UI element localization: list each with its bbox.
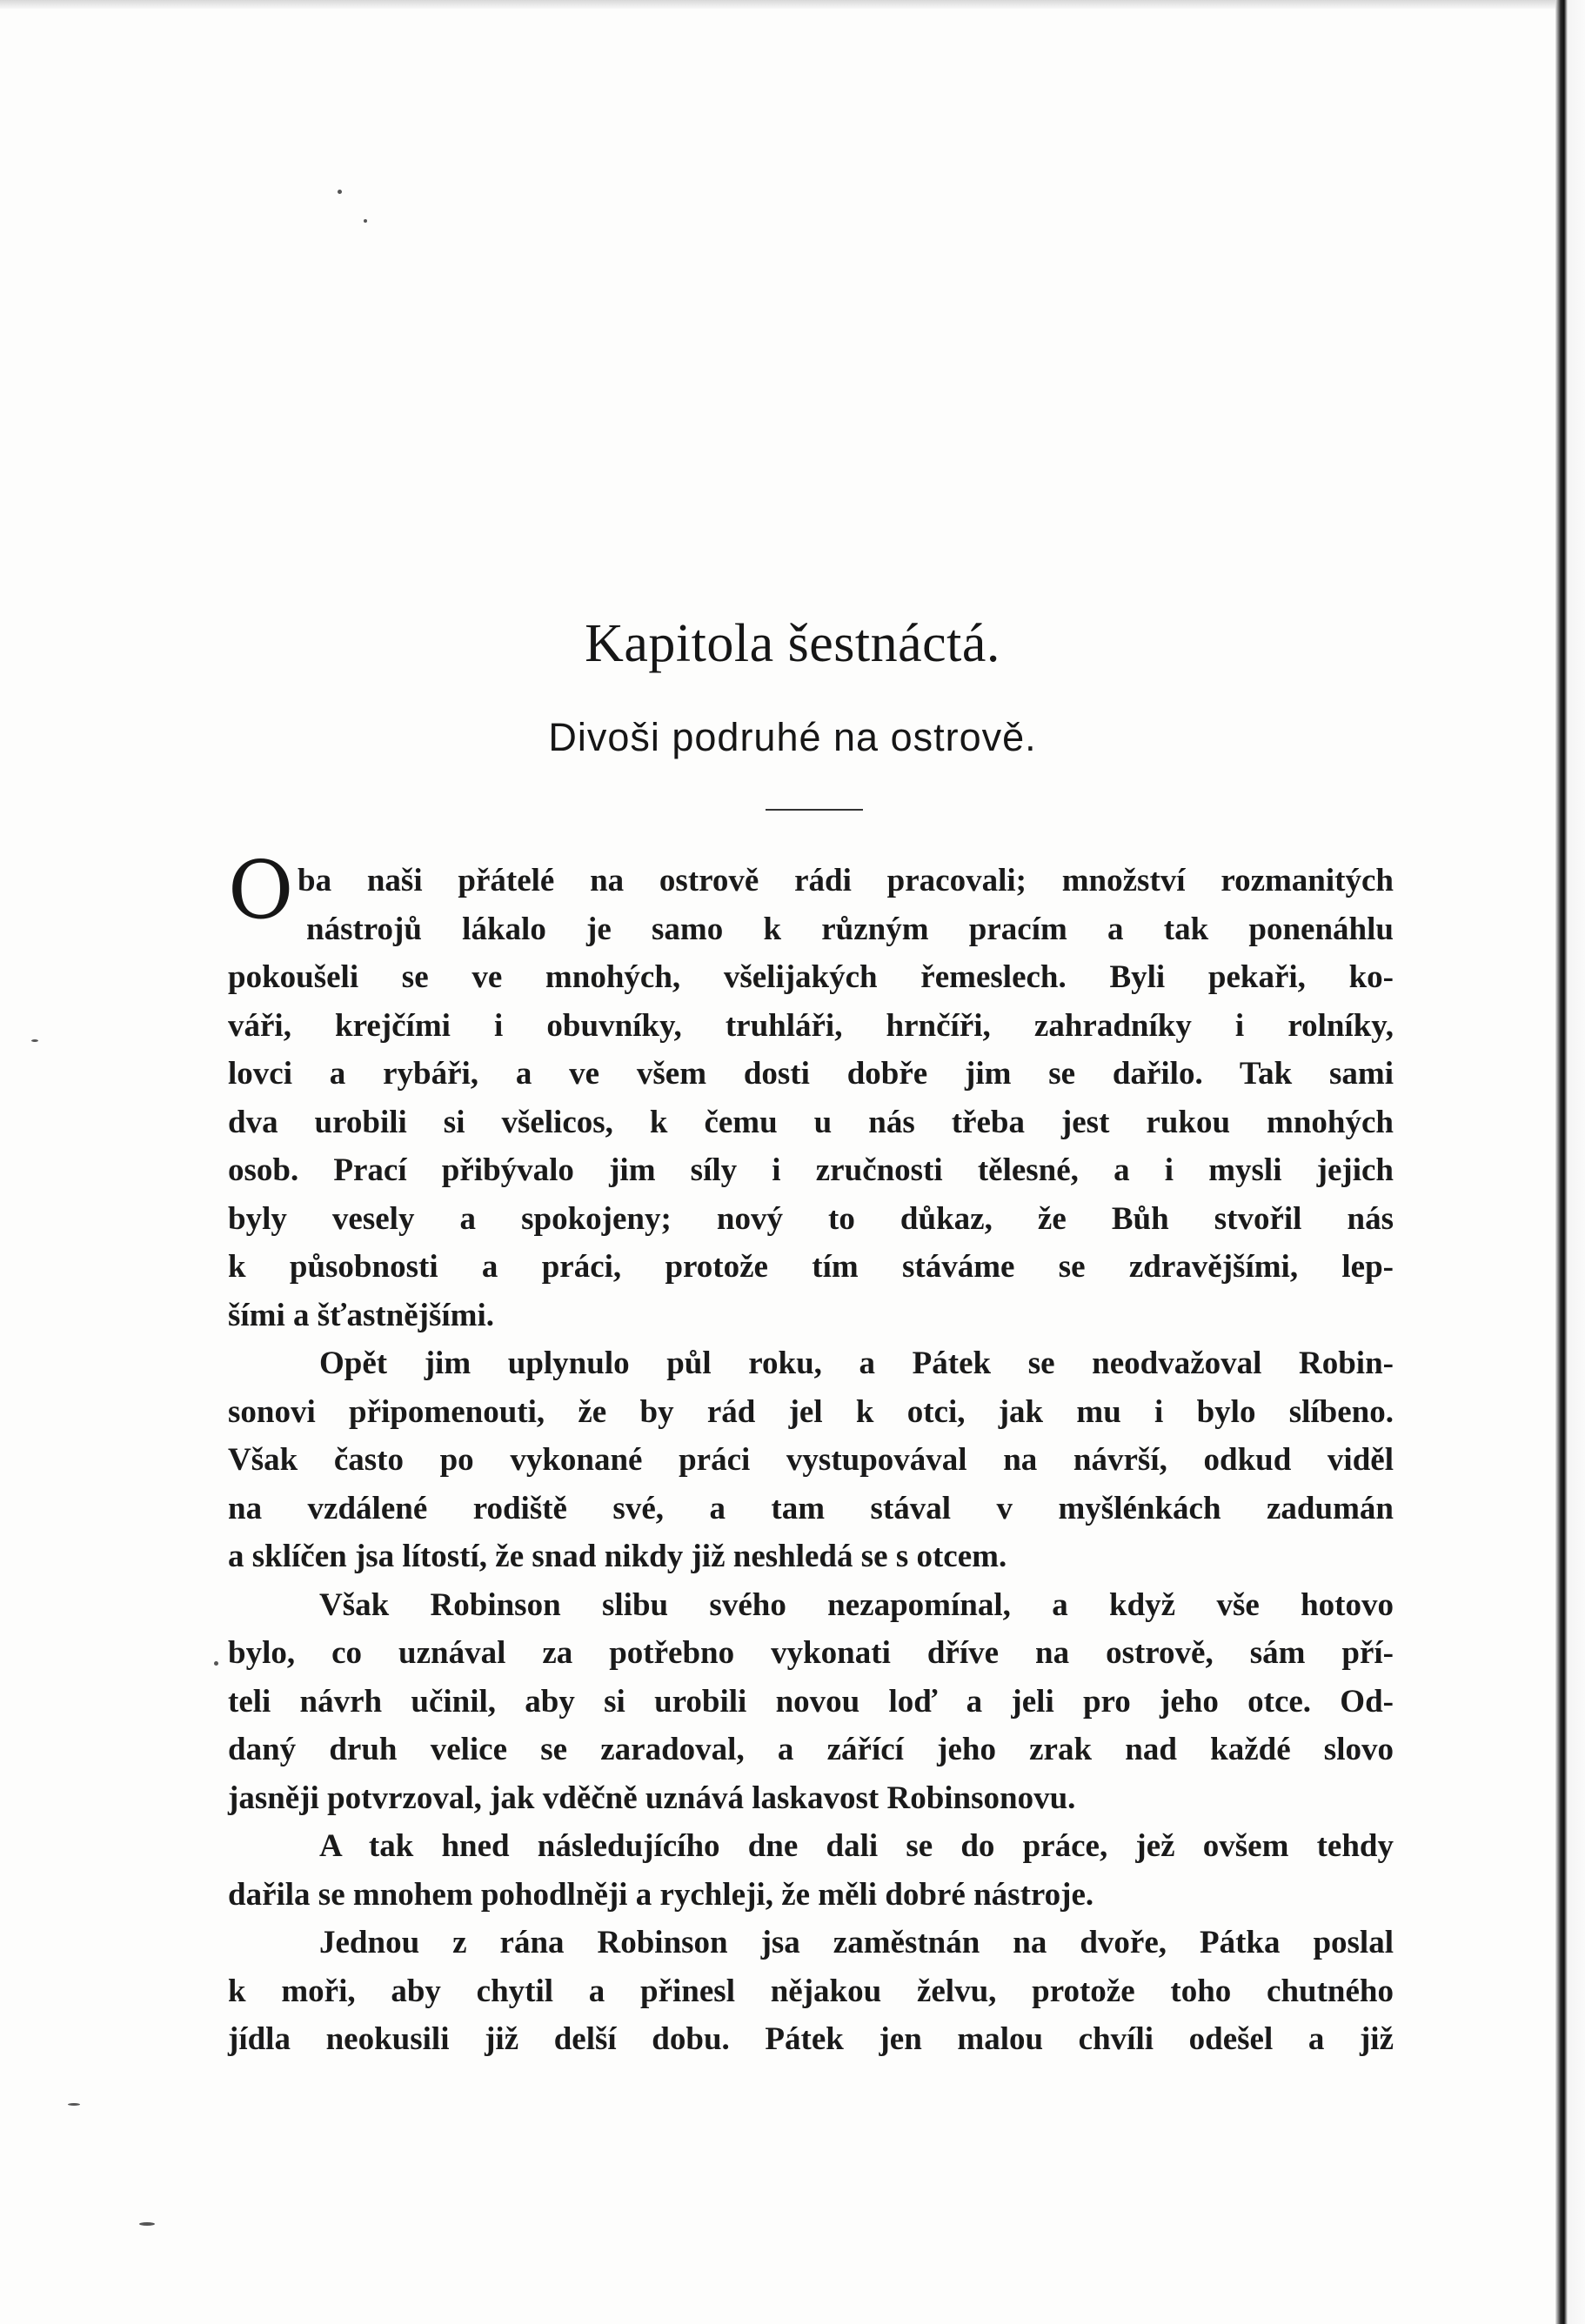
drop-cap: O (228, 844, 294, 937)
chapter-title: Kapitola šestnáctá. (585, 614, 1000, 673)
text-line: daný druh velice se zaradoval, a zářící jeho zrak nad každé slovo (228, 1732, 1394, 1767)
text-line: osob. Prací přibývalo jim síly i zručnosti tělesné, a i mysli jejich (228, 1152, 1394, 1188)
text-line: jídla neokusili již delší dobu. Pátek jen malou chvíli odešel a již (228, 2021, 1394, 2057)
text-line: váři, krejčími i obuvníky, truhláři, hrnčíři, zahradníky i rolníky, (228, 1007, 1394, 1044)
scan-right-edge (1555, 0, 1585, 2324)
text-line: a sklíčen jsa lítostí, že snad nikdy již neshledá se s otcem. (228, 1539, 1007, 1574)
text-line: nástrojů lákalo je samo k různým pracím a tak ponenáhlu (306, 911, 1394, 947)
body-text (228, 844, 1394, 2064)
scan-speck (68, 2103, 80, 2106)
text-line: A tak hned následujícího dne dali se do práce, jež ovšem tehdy (319, 1828, 1394, 1864)
scan-speck (338, 190, 342, 194)
text-line: k moři, aby chytil a přinesl nějakou želvu, protože toho chutného (228, 1973, 1394, 2009)
text-line: sonovi připomenouti, že by rád jel k otci, jak mu i bylo slíbeno. (228, 1393, 1394, 1430)
chapter-subtitle: Divoši podruhé na ostrově. (548, 715, 1037, 759)
title-divider (766, 809, 863, 811)
text-line: jasněji potvrzoval, jak vděčně uznává laskavost Robinsonovu. (228, 1780, 1076, 1816)
text-line: Jednou z rána Robinson jsa zaměstnán na dvoře, Pátka poslal (319, 1925, 1394, 1960)
scan-speck (139, 2222, 155, 2226)
text-line: Však často po vykonané práci vystupovával na návrší, odkud viděl (228, 1442, 1394, 1478)
text-line: Však Robinson slibu svého nezapomínal, a když vše hotovo (319, 1586, 1394, 1623)
text-line: dva urobili si všelicos, k čemu u nás třeba jest rukou mnohých (228, 1104, 1394, 1140)
text-line: teli návrh učinil, aby si urobili novou loď a jeli pro jeho otce. Od- (228, 1683, 1394, 1720)
text-line: Opět jim uplynulo půl roku, a Pátek se neodvažoval Robin- (319, 1346, 1394, 1381)
text-line: na vzdálené rodiště své, a tam stával v myšlénkách zadumán (228, 1490, 1394, 1526)
text-line: lovci a rybáři, a ve všem dosti dobře jim se dařilo. Tak sami (228, 1056, 1394, 1092)
text-line: k působnosti a práci, protože tím stáváme se zdravějšími, lep- (228, 1249, 1394, 1285)
text-line: dařila se mnohem pohodlněji a rychleji, že měli dobré nástroje. (228, 1876, 1094, 1913)
text-line: šími a šťastnějšími. (228, 1297, 495, 1333)
text-line: byly vesely a spokojeny; nový to důkaz, že Bůh stvořil nás (228, 1200, 1394, 1237)
text-line: pokoušeli se ve mnohých, všelijakých řemeslech. Byli pekaři, ko- (228, 959, 1394, 995)
scan-top-edge (0, 0, 1557, 9)
text-line: ba naši přátelé na ostrově rádi pracovali; množství rozmanitých (298, 863, 1394, 898)
scan-speck (214, 1661, 218, 1666)
scan-speck (31, 1039, 38, 1042)
text-line: bylo, co uznával za potřebno vykonati dříve na ostrově, sám pří- (228, 1635, 1394, 1671)
scan-speck (364, 219, 367, 223)
